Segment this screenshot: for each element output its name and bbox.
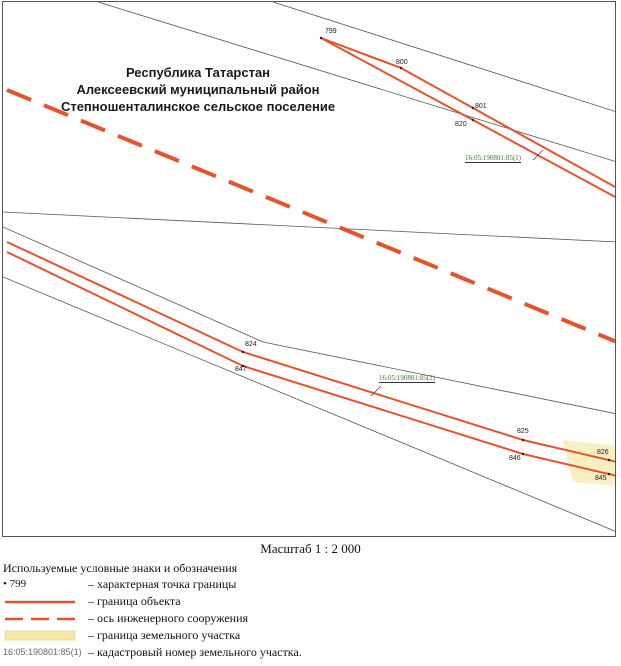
legend-item-text: – ось инженерного сооружения	[88, 611, 249, 625]
boundary-point-marker	[522, 439, 524, 441]
cadastral-label: 16:05:190801:85(2)	[379, 374, 435, 382]
point-label: 845	[595, 475, 607, 482]
road-edge-line	[263, 342, 616, 414]
boundary-point-marker	[472, 119, 474, 121]
legend-item	[3, 644, 613, 661]
cadastral-leader	[533, 150, 543, 160]
boundary-point-marker	[242, 351, 244, 353]
legend-item-text: – граница объекта	[88, 594, 181, 608]
legend-item	[3, 576, 613, 593]
point-label: 801	[475, 103, 487, 110]
point-label: 846	[509, 455, 521, 462]
boundary-point-symbol: • 799	[3, 578, 27, 590]
legend-item	[3, 610, 613, 627]
point-label: 847	[235, 366, 247, 373]
boundary-point-marker	[608, 473, 610, 475]
object-boundary-upper	[321, 38, 616, 188]
cadastral-label: 16:05:190801:85(1)	[465, 154, 521, 162]
road-edge-line	[3, 277, 616, 532]
boundary-point-marker	[608, 459, 610, 461]
boundary-point-marker	[522, 453, 524, 455]
point-label: 826	[597, 449, 609, 456]
road-edge-line	[3, 227, 263, 342]
title-line-republic: Республика Татарстан	[125, 65, 271, 80]
cadastral-number-symbol: 16:05:190801:85(1)	[3, 647, 82, 657]
boundary-point-marker	[320, 37, 322, 39]
point-label: 824	[245, 341, 257, 348]
point-label: 800	[396, 59, 408, 66]
title-line-settlement: Степношенталинское сельское поселение	[60, 99, 336, 114]
point-label: 825	[517, 428, 529, 435]
engineering-axis-symbol	[3, 610, 78, 627]
title-line-district: Алексеевский муниципальный район	[76, 82, 320, 97]
legend	[3, 560, 613, 661]
map-frame	[2, 1, 616, 537]
legend-item	[3, 593, 613, 610]
object-boundary-symbol	[3, 593, 78, 610]
boundary-point-marker	[400, 67, 402, 69]
point-label: 799	[325, 28, 337, 35]
point-label: 820	[455, 121, 467, 128]
map-scale: Масштаб 1 : 2 000	[260, 541, 361, 556]
legend-item-text: – характерная точка границы	[88, 577, 237, 591]
legend-item-text: – граница земельного участка	[88, 628, 241, 642]
land-parcel-symbol	[3, 627, 78, 644]
legend-item	[3, 627, 613, 644]
engineering-axis-line	[7, 90, 616, 342]
boundary-point-marker	[472, 107, 474, 109]
land-parcel-fill	[563, 440, 616, 486]
legend-item-text: – кадастровый номер земельного участка.	[88, 645, 302, 659]
legend-title: Используемые условные знаки и обозначения	[3, 561, 238, 575]
object-boundary-upper	[321, 38, 616, 198]
map-title-block	[43, 64, 353, 115]
